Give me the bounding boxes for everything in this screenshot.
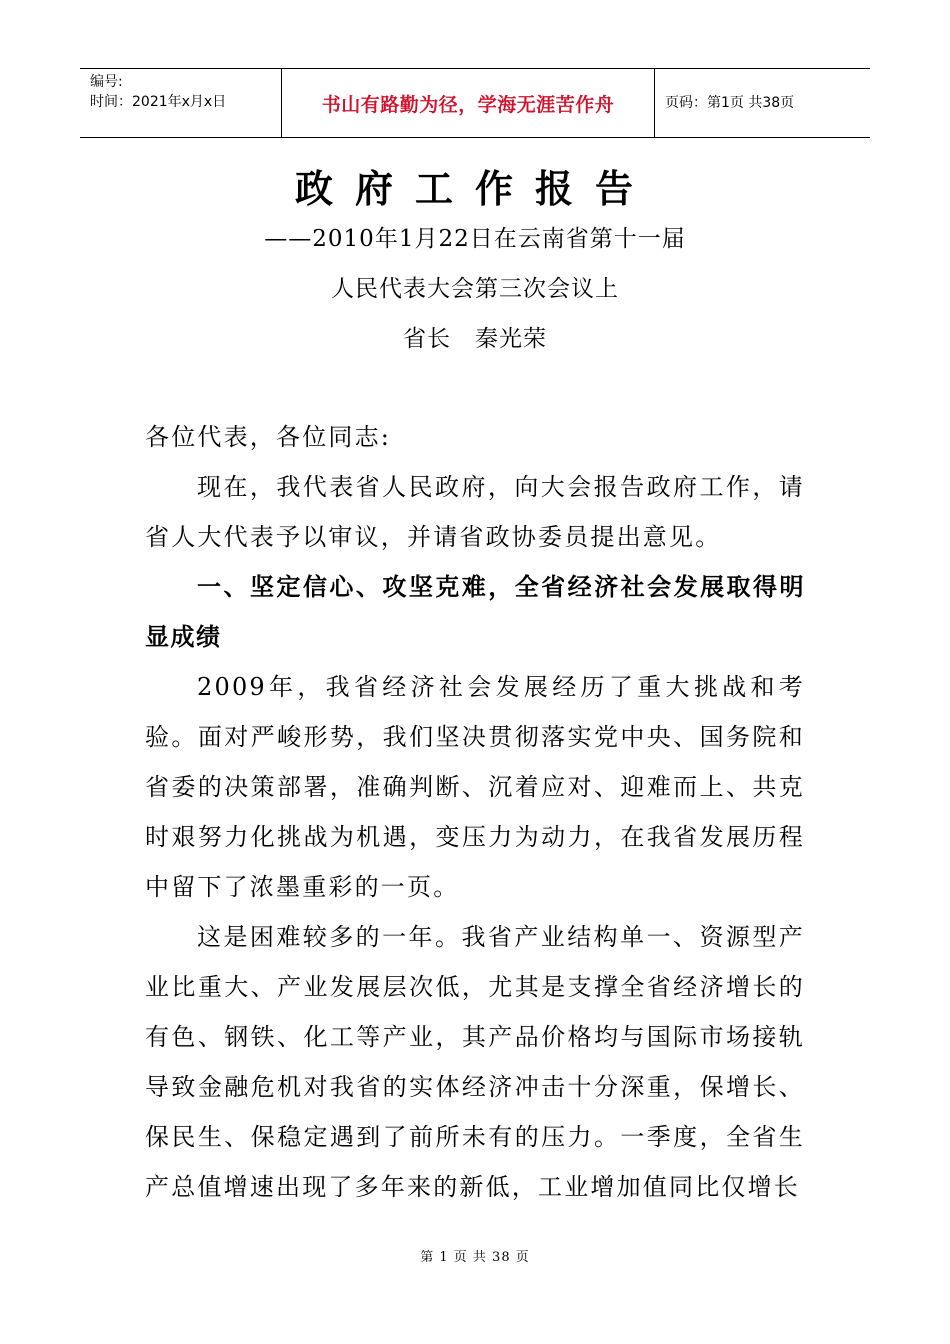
paragraph-difficulties: 这是困难较多的一年。我省产业结构单一、资源型产业比重大、产业发展层次低，尤其是支撑全省经济增长的有色、钢铁、化工等产业，其产品价格均与国际市场接轨导致金融危机对我省的实体经济冲击十分深重，保增长、保民生、保稳定遇到了前所未有的压力。一季度，全省生产总值增速出现了多年来的新低，工业增加值同比仅增长: [145, 923, 805, 1201]
document-title: 政府工作报告: [294, 167, 655, 211]
header-table: [80, 68, 870, 138]
document-subtitle-line2: 人民代表大会第三次会议上: [331, 276, 619, 302]
paragraph-intro: 现在，我代表省人民政府，向大会报告政府工作，请省人大代表予以审议，并请省政协委员提出意见。: [145, 473, 805, 551]
document-subtitle-line1: ——2010年1月22日在云南省第十一届: [264, 226, 686, 252]
header-left-cell: [80, 69, 282, 137]
document-time-label: 时间：2021年x月x日: [90, 94, 227, 110]
document-number-label: 编号:: [90, 74, 123, 90]
page-footer: 第 1 页 共 38 页: [420, 1250, 530, 1265]
header-page-label: 页码：第1页 共38页: [665, 95, 795, 111]
document-author: 省长 秦光荣: [403, 326, 547, 352]
paragraph-2009: 2009年，我省经济社会发展经历了重大挑战和考验。面对严峻形势，我们坚决贯彻落实党中央、国务院和省委的决策部署，准确判断、沉着应对、迎难而上、共克时艰努力化挑战为机遇，变压力为动力，在我省发展历程中留下了浓墨重彩的一页。: [145, 673, 805, 901]
header-motto: 书山有路勤为径，学海无涯苦作舟: [321, 93, 615, 116]
header-middle-cell: [282, 69, 655, 137]
salutation: 各位代表，各位同志:: [145, 423, 392, 451]
section-heading: 一、坚定信心、攻坚克难，全省经济社会发展取得明显成绩: [145, 573, 805, 651]
document-body: [145, 412, 805, 1212]
header-right-cell: [655, 69, 870, 137]
